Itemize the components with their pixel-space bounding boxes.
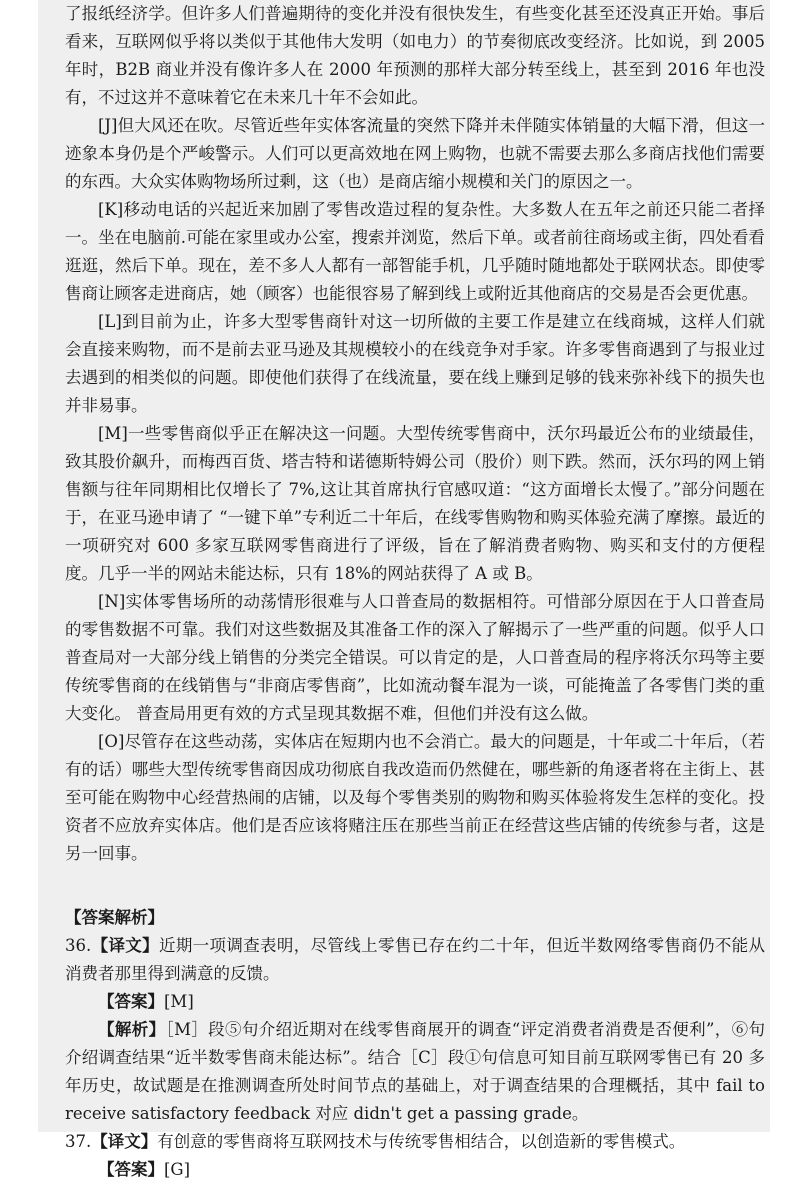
paragraph-j: [J]但大风还在吹。尽管近些年实体客流量的突然下降并未伴随实体销量的大幅下滑，但这一迹象本身仍是个严峻警示。人们可以更高效地在网上购物，也就不需要去那么多商店找他们需要的东西。大众实体购物场所过剩，这（也）是商店缩小规模和关门的原因之一。 (65, 116, 765, 191)
question-36-translation-tag: 【译文】 (91, 936, 159, 955)
question-36-explanation-text: ［M］段⑤句介绍近期对在线零售商展开的调查“评定消费者消费是否便利”，⑥句介绍调查结果“近半数零售商未能达标”。结合［C］段①句信息可知目前互联网零售已有 20 多年历史，故试题是在推测调查所处时间节点的基础上，对于调查结果的合理概括，其中 fail to receive satisfactory feedback 对应 didn't get a passing grade。 (65, 1020, 766, 1123)
paragraph-k: [K]移动电话的兴起近来加剧了零售改造过程的复杂性。大多数人在五年之前还只能二者择一。坐在电脑前.可能在家里或办公室，搜索并浏览，然后下单。或者前往商场或主街，四处看看逛逛，然后下单。现在，差不多人人都有一部智能手机，几乎随时随地都处于联网状态。即使零售商让顾客走进商店，她（顾客）也能很容易了解到线上或附近其他商店的交易是否会更优惠。 (65, 200, 765, 303)
question-36-answer-tag: 【答案】 (98, 992, 164, 1011)
document-page (38, 0, 770, 1179)
question-37-translation-text: 有创意的零售商将互联网技术与传统零售相结合，以创造新的零售模式。 (157, 1132, 686, 1151)
paragraph-o: [O]尽管存在这些动荡，实体店在短期内也不会消亡。最大的问题是，十年或二十年后，（若有的话）哪些大型传统零售商因成功彻底自我改造而仍然健在，哪些新的角逐者将在主街上、甚至可能在购物中心经营热闹的店铺，以及每个零售类别的购物和购买体验将发生怎样的变化。投资者不应放弃实体店。他们是否应该将赌注压在那些当前正在经营这些店铺的传统参与者，这是另一回事。 (65, 732, 765, 863)
paragraph-m: [M]一些零售商似乎正在解决这一问题。大型传统零售商中，沃尔玛最近公布的业绩最佳，致其股价飙升，而梅西百货、塔吉特和诺德斯特姆公司（股价）则下跌。然而，沃尔玛的网上销售额与往年同期相比仅增长了 7%,这让其首席执行官感叹道：“这方面增长太慢了。”部分问题在于，在亚马逊申请了 “一键下单”专利近二十年后，在线零售购物和购买体验充满了摩擦。最近的一项研究对 600 多家互联网零售商进行了评级，旨在了解消费者购物、购买和支付的方便程度。几乎一半的网站未能达标，只有 18%的网站获得了 A 或 B。 (65, 424, 765, 583)
question-37-answer-tag: 【答案】 (98, 1160, 164, 1179)
question-36-number: 36. (65, 936, 92, 955)
document-content (65, 0, 765, 1184)
paragraph-l: [L]到目前为止，许多大型零售商针对这一切所做的主要工作是建立在线商城，这样人们就会直接来购物，而不是前去亚马逊及其规模较小的在线竞争对手家。许多零售商遇到了与报业过去遇到的相类似的问题。即使他们获得了在线流量，要在线上赚到足够的钱来弥补线下的损失也并非易事。 (65, 312, 765, 415)
question-37-translation (65, 1128, 765, 1156)
paragraph-n: [N]实体零售场所的动荡情形很难与人口普查局的数据相符。可惜部分原因在于人口普查局的零售数据不可靠。我们对这些数据及其准备工作的深入了解揭示了一些严重的问题。似乎人口普查局对一大部分线上销售的分类完全错误。可以肯定的是，人口普查局的程序将沃尔玛等主要传统零售商的在线销售与“非商店零售商”，比如流动餐车混为一谈，可能掩盖了各零售门类的重大变化。 普查局用更有效的方式呈现其数据不难，但他们并没有这么做。 (65, 592, 765, 723)
question-36-answer-value: [M] (164, 992, 194, 1011)
question-37-answer-value: [G] (164, 1160, 191, 1179)
question-36-explanation-tag: 【解析】 (98, 1020, 166, 1039)
question-36-explanation (65, 1016, 765, 1128)
paragraph-intro: 了报纸经济学。但许多人们普遍期待的变化并没有很快发生，有些变化甚至还没真正开始。事后看来，互联网似乎将以类似于其他伟大发明（如电力）的节奏彻底改变经济。比如说，到 2005 年时，B2B 商业并没有像许多人在 2000 年预测的那样大部分转至线上，甚至到 2016 年也没有，不过这并不意味着它在未来几十年不会如此。 (65, 4, 765, 107)
question-36-translation (65, 932, 765, 988)
question-36-answer (65, 988, 765, 1016)
answer-section-heading: 【答案解析】 (65, 908, 164, 927)
question-36-translation-text: 近期一项调查表明，尽管线上零售已存在约二十年，但近半数网络零售商仍不能从消费者那里得到满意的反馈。 (65, 936, 765, 983)
question-37-number: 37. (65, 1132, 92, 1151)
question-37-answer (65, 1156, 765, 1184)
question-37-translation-tag: 【译文】 (91, 1132, 158, 1151)
